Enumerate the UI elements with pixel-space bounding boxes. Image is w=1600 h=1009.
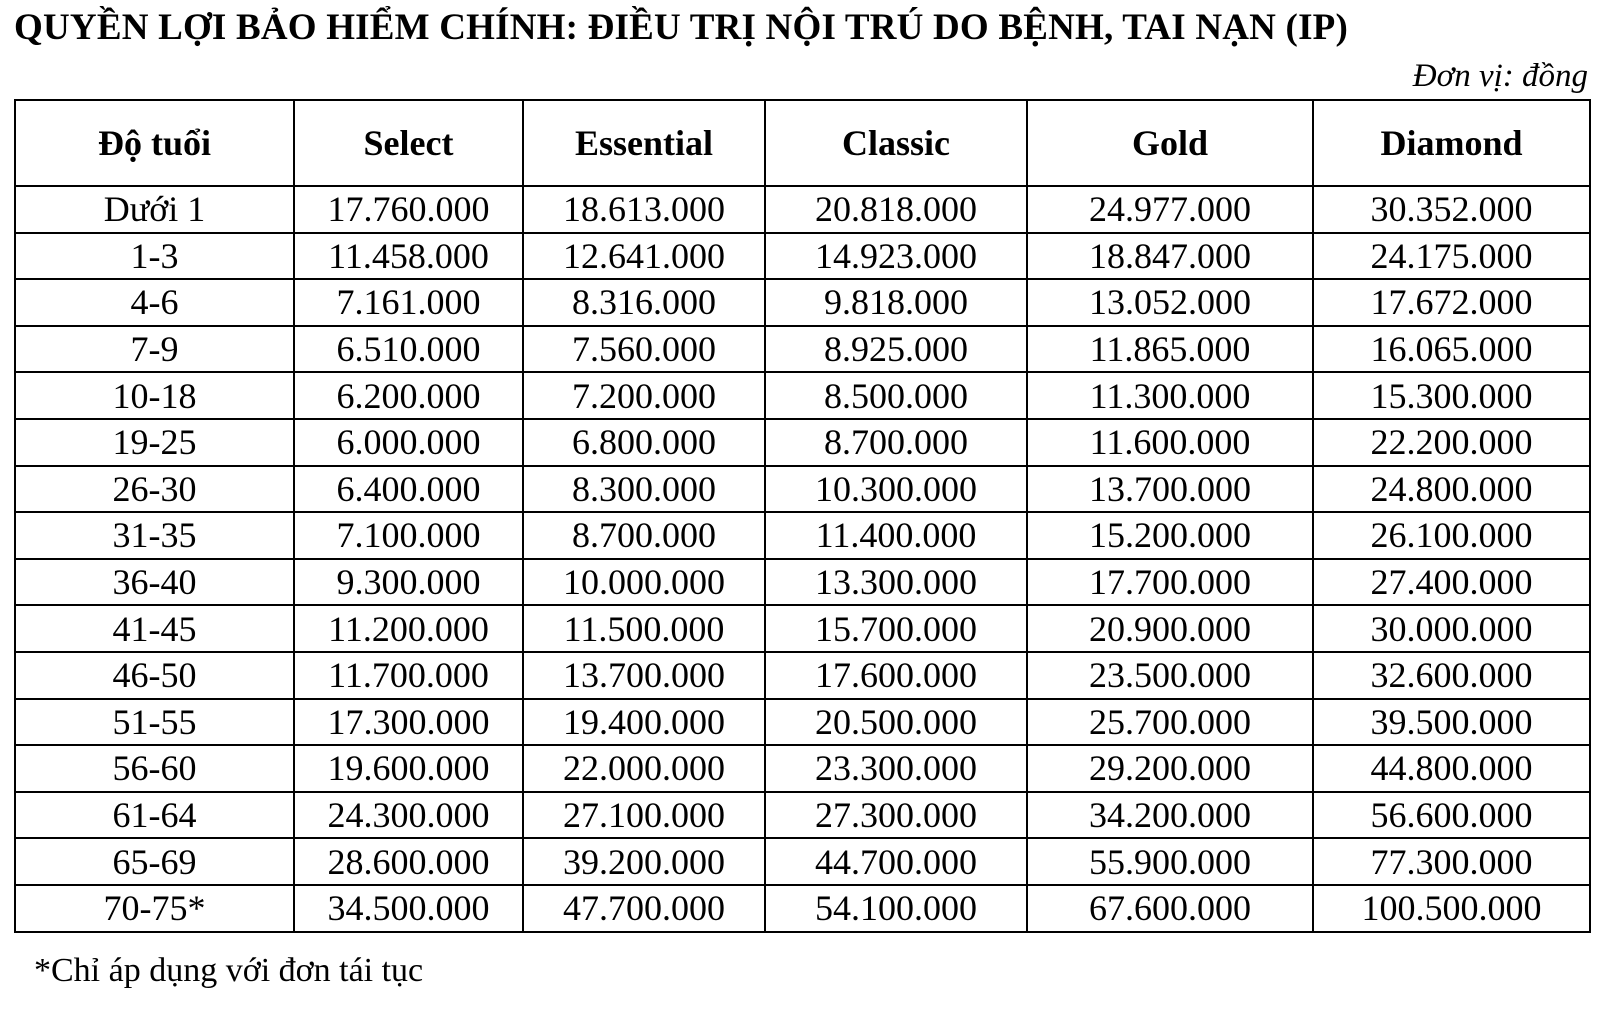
essential-cell: 6.800.000 [523,419,765,466]
essential-cell: 47.700.000 [523,885,765,932]
header-age: Độ tuổi [15,100,294,186]
gold-cell: 24.977.000 [1027,186,1313,233]
classic-cell: 14.923.000 [765,233,1027,280]
essential-cell: 8.700.000 [523,512,765,559]
age-cell: 10-18 [15,372,294,419]
age-cell: 26-30 [15,466,294,513]
classic-cell: 27.300.000 [765,792,1027,839]
select-cell: 6.000.000 [294,419,523,466]
age-cell: 36-40 [15,559,294,606]
classic-cell: 20.500.000 [765,699,1027,746]
classic-cell: 8.925.000 [765,326,1027,373]
table-row [15,372,1590,419]
table-row [15,186,1590,233]
age-cell: 51-55 [15,699,294,746]
footnote: *Chỉ áp dụng với đơn tái tục [34,952,424,989]
age-cell: 41-45 [15,605,294,652]
table-row [15,605,1590,652]
gold-cell: 25.700.000 [1027,699,1313,746]
age-cell: 31-35 [15,512,294,559]
essential-cell: 7.560.000 [523,326,765,373]
gold-cell: 11.300.000 [1027,372,1313,419]
diamond-cell: 26.100.000 [1313,512,1590,559]
table-row [15,326,1590,373]
essential-cell: 19.400.000 [523,699,765,746]
table-row [15,885,1590,932]
gold-cell: 23.500.000 [1027,652,1313,699]
gold-cell: 15.200.000 [1027,512,1313,559]
diamond-cell: 24.800.000 [1313,466,1590,513]
age-cell: 56-60 [15,745,294,792]
select-cell: 19.600.000 [294,745,523,792]
gold-cell: 67.600.000 [1027,885,1313,932]
diamond-cell: 22.200.000 [1313,419,1590,466]
essential-cell: 27.100.000 [523,792,765,839]
classic-cell: 8.500.000 [765,372,1027,419]
select-cell: 6.200.000 [294,372,523,419]
select-cell: 24.300.000 [294,792,523,839]
classic-cell: 54.100.000 [765,885,1027,932]
diamond-cell: 16.065.000 [1313,326,1590,373]
select-cell: 11.200.000 [294,605,523,652]
age-cell: 19-25 [15,419,294,466]
select-cell: 6.510.000 [294,326,523,373]
gold-cell: 29.200.000 [1027,745,1313,792]
table-row [15,466,1590,513]
essential-cell: 11.500.000 [523,605,765,652]
diamond-cell: 30.000.000 [1313,605,1590,652]
age-cell: 65-69 [15,838,294,885]
essential-cell: 8.300.000 [523,466,765,513]
essential-cell: 39.200.000 [523,838,765,885]
age-cell: 1-3 [15,233,294,280]
table-row [15,652,1590,699]
diamond-cell: 77.300.000 [1313,838,1590,885]
table-row [15,745,1590,792]
classic-cell: 11.400.000 [765,512,1027,559]
table-row [15,838,1590,885]
age-cell: 46-50 [15,652,294,699]
diamond-cell: 24.175.000 [1313,233,1590,280]
page-title: QUYỀN LỢI BẢO HIỂM CHÍNH: ĐIỀU TRỊ NỘI TRÚ DO BỆNH, TAI NẠN (IP) [14,7,1348,48]
diamond-cell: 56.600.000 [1313,792,1590,839]
select-cell: 11.700.000 [294,652,523,699]
age-cell: Dưới 1 [15,186,294,233]
gold-cell: 11.600.000 [1027,419,1313,466]
diamond-cell: 39.500.000 [1313,699,1590,746]
gold-cell: 17.700.000 [1027,559,1313,606]
header-row [15,100,1590,186]
select-cell: 7.100.000 [294,512,523,559]
table-row [15,699,1590,746]
header-essential: Essential [523,100,765,186]
diamond-cell: 17.672.000 [1313,279,1590,326]
unit-note: Đơn vị: đồng [1412,58,1588,94]
classic-cell: 44.700.000 [765,838,1027,885]
diamond-cell: 27.400.000 [1313,559,1590,606]
select-cell: 34.500.000 [294,885,523,932]
gold-cell: 18.847.000 [1027,233,1313,280]
table-row [15,233,1590,280]
classic-cell: 10.300.000 [765,466,1027,513]
classic-cell: 13.300.000 [765,559,1027,606]
gold-cell: 55.900.000 [1027,838,1313,885]
classic-cell: 8.700.000 [765,419,1027,466]
diamond-cell: 44.800.000 [1313,745,1590,792]
age-cell: 4-6 [15,279,294,326]
essential-cell: 8.316.000 [523,279,765,326]
table-row [15,559,1590,606]
select-cell: 17.300.000 [294,699,523,746]
gold-cell: 20.900.000 [1027,605,1313,652]
classic-cell: 15.700.000 [765,605,1027,652]
age-cell: 7-9 [15,326,294,373]
gold-cell: 34.200.000 [1027,792,1313,839]
table-row [15,792,1590,839]
select-cell: 17.760.000 [294,186,523,233]
table-row [15,279,1590,326]
classic-cell: 23.300.000 [765,745,1027,792]
select-cell: 7.161.000 [294,279,523,326]
diamond-cell: 100.500.000 [1313,885,1590,932]
essential-cell: 7.200.000 [523,372,765,419]
classic-cell: 17.600.000 [765,652,1027,699]
table-row [15,419,1590,466]
gold-cell: 13.700.000 [1027,466,1313,513]
essential-cell: 10.000.000 [523,559,765,606]
age-cell: 70-75* [15,885,294,932]
header-select: Select [294,100,523,186]
diamond-cell: 30.352.000 [1313,186,1590,233]
gold-cell: 11.865.000 [1027,326,1313,373]
classic-cell: 9.818.000 [765,279,1027,326]
table-body [15,186,1590,932]
essential-cell: 13.700.000 [523,652,765,699]
classic-cell: 20.818.000 [765,186,1027,233]
select-cell: 6.400.000 [294,466,523,513]
diamond-cell: 32.600.000 [1313,652,1590,699]
header-gold: Gold [1027,100,1313,186]
essential-cell: 18.613.000 [523,186,765,233]
gold-cell: 13.052.000 [1027,279,1313,326]
select-cell: 9.300.000 [294,559,523,606]
diamond-cell: 15.300.000 [1313,372,1590,419]
essential-cell: 12.641.000 [523,233,765,280]
age-cell: 61-64 [15,792,294,839]
premium-table [14,99,1591,933]
header-diamond: Diamond [1313,100,1590,186]
select-cell: 28.600.000 [294,838,523,885]
header-classic: Classic [765,100,1027,186]
select-cell: 11.458.000 [294,233,523,280]
essential-cell: 22.000.000 [523,745,765,792]
table-row [15,512,1590,559]
